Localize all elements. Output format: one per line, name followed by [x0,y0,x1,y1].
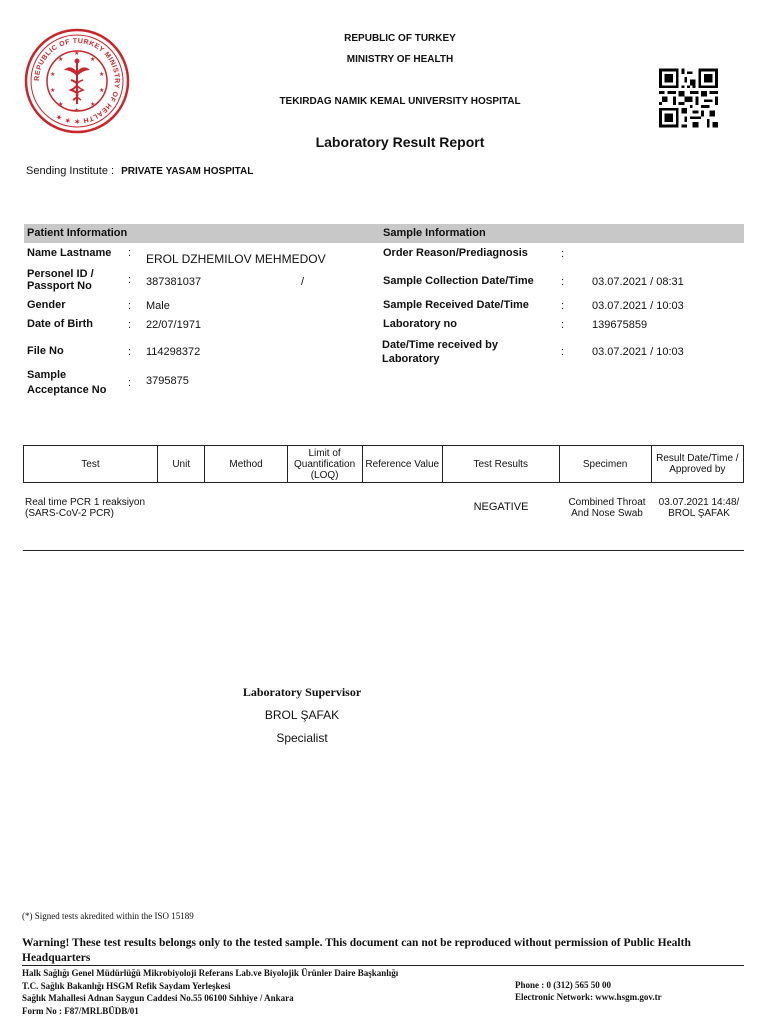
sending-institute [26,165,253,177]
order-reason-label: Order Reason/Prediagnosis [383,247,528,259]
lab-received-value: 03.07.2021 / 10:03 [592,346,684,358]
specimen-value [562,497,652,519]
received-date-colon: : [561,300,565,312]
svg-text:★: ★ [99,87,105,94]
dob-colon: : [128,319,132,331]
name-label: Name Lastname [27,247,112,259]
col-specimen: Specimen [559,446,651,483]
sending-institute-label: Sending Institute : [26,165,115,177]
qr-code-icon [659,68,718,128]
lab-no-colon: : [561,319,565,331]
col-loq-line1: Limit of [308,447,341,459]
svg-text:★: ★ [74,50,80,57]
svg-text:★: ★ [50,71,56,78]
col-result-date-line2: Approved by [669,464,726,475]
col-result-date-line1: Result Date/Time / [656,453,739,464]
dob-label: Date of Birth [27,318,93,330]
gender-value: Male [146,300,170,312]
test-name-line2: (SARS-CoV-2 PCR) [25,508,114,519]
lab-received-label-line2: Laboratory [382,353,440,365]
sample-info-heading: Sample Information [383,227,486,239]
result-date-value [652,497,746,519]
sending-institute-value: PRIVATE YASAM HOSPITAL [121,166,254,177]
file-no-label: File No [27,345,64,357]
col-loq [287,446,362,483]
acceptance-no-label-line2: Acceptance No [27,384,107,396]
svg-text:★: ★ [74,107,80,114]
signature-name: BROL ŞAFAK [264,708,340,722]
test-name-line1: Real time PCR 1 reaksiyon [25,497,146,508]
footer-divider [22,965,744,966]
lab-received-label-line1: Date/Time received by [382,339,498,351]
received-date-value: 03.07.2021 / 10:03 [592,300,684,312]
specimen-line2: And Nose Swab [571,508,643,519]
test-results-table [23,445,744,483]
col-test-results: Test Results [442,446,559,483]
result-date-line2: BROL ŞAFAK [668,508,730,519]
header-hospital: TEKIRDAG NAMIK KEMAL UNIVERSITY HOSPITAL [279,96,521,107]
acceptance-no-label [27,368,106,398]
col-reference-value: Reference Value [362,446,442,483]
acceptance-no-value: 3795875 [146,375,189,387]
result-date-line1: 03.07.2021 14:48/ [658,497,740,508]
col-loq-line3: (LOQ) [310,469,339,481]
specimen-line1: Combined Throat [568,497,646,508]
report-title: Laboratory Result Report [315,134,485,150]
dob-value: 22/07/1971 [146,319,202,331]
personel-id-label [27,268,94,292]
personel-id-colon: : [128,274,132,286]
name-colon: : [128,247,132,259]
test-name [25,497,145,519]
warning-line1: Warning! These test results belongs only to the tested sample. This document can not be reproduced without permission of Public Health [22,937,691,949]
col-unit: Unit [157,446,205,483]
lab-received-label [382,338,498,366]
collection-date-value: 03.07.2021 / 08:31 [592,276,684,288]
ministry-seal-logo [24,28,130,134]
personel-id-slash: / [301,276,305,288]
footer-website: Electronic Network: www.hsgm.gov.tr [515,992,662,1002]
header-country: REPUBLIC OF TURKEY [344,33,456,44]
collection-date-label: Sample Collection Date/Time [383,275,534,287]
svg-text:★: ★ [90,101,96,108]
svg-text:★: ★ [50,87,56,94]
section-header-bar [24,224,744,243]
address-line3: Sağlık Mahallesi Adnan Saygun Caddesi No.55 06100 Sıhhiye / Ankara [22,993,294,1003]
gender-label: Gender [27,299,66,311]
collection-date-colon: : [561,276,565,288]
col-loq-line2: Quantification [294,458,356,470]
gender-colon: : [128,300,132,312]
lab-received-colon: : [561,346,565,358]
acceptance-no-colon: : [128,377,132,389]
svg-text:★: ★ [90,56,96,63]
warning-text [22,936,744,966]
svg-text:★: ★ [58,56,64,63]
warning-line2: Headquarters [22,952,91,964]
lab-no-label: Laboratory no [383,318,457,330]
col-result-date [651,446,743,483]
order-reason-colon: : [561,248,565,260]
col-method: Method [205,446,287,483]
name-value: EROL DZHEMILOV MEHMEDOV [146,252,326,266]
lab-no-value: 139675859 [592,319,648,331]
header-ministry: MINISTRY OF HEALTH [346,54,454,65]
acceptance-no-label-line1: Sample [27,369,67,381]
table-header-row [24,446,744,483]
footer-contact [515,979,662,1003]
file-no-value: 114298372 [146,346,201,358]
signature-title: Specialist [276,731,328,745]
iso-note: (*) Signed tests akredited within the ISO 15189 [22,911,194,921]
address-line2: T.C. Sağlık Bakanlığı HSGM Refik Saydam Yerleşkesi [22,980,231,991]
file-no-colon: : [128,346,132,358]
personel-id-value: 387381037 [146,276,202,288]
form-number: Form No : F87/MRLBÜDB/01 [22,1005,139,1016]
patient-info-heading: Patient Information [27,227,128,239]
address-line1: Halk Sağlığı Genel Müdürlüğü Mikrobiyoloji Referans Lab.ve Biyolojik Ürünler Daire Başkanlığı [22,968,399,978]
svg-text:★: ★ [58,101,64,108]
svg-text:REPUBLIC OF TURKEY MINISTRY OF: REPUBLIC OF TURKEY MINISTRY OF HEALTH ✶ ✶ ✶ [33,37,121,125]
table-bottom-divider [23,550,744,551]
svg-text:★: ★ [99,71,105,78]
signature-role: Laboratory Supervisor [242,685,362,699]
footer-address [22,967,398,1017]
test-result-value: NEGATIVE [473,501,529,513]
footer-phone: Phone : 0 (312) 565 50 00 [515,980,611,990]
received-date-label: Sample Received Date/Time [383,299,529,311]
personel-id-label-line2: Passport No [27,280,92,292]
col-test: Test [24,446,158,483]
personel-id-label-line1: Personel ID / [27,268,94,280]
